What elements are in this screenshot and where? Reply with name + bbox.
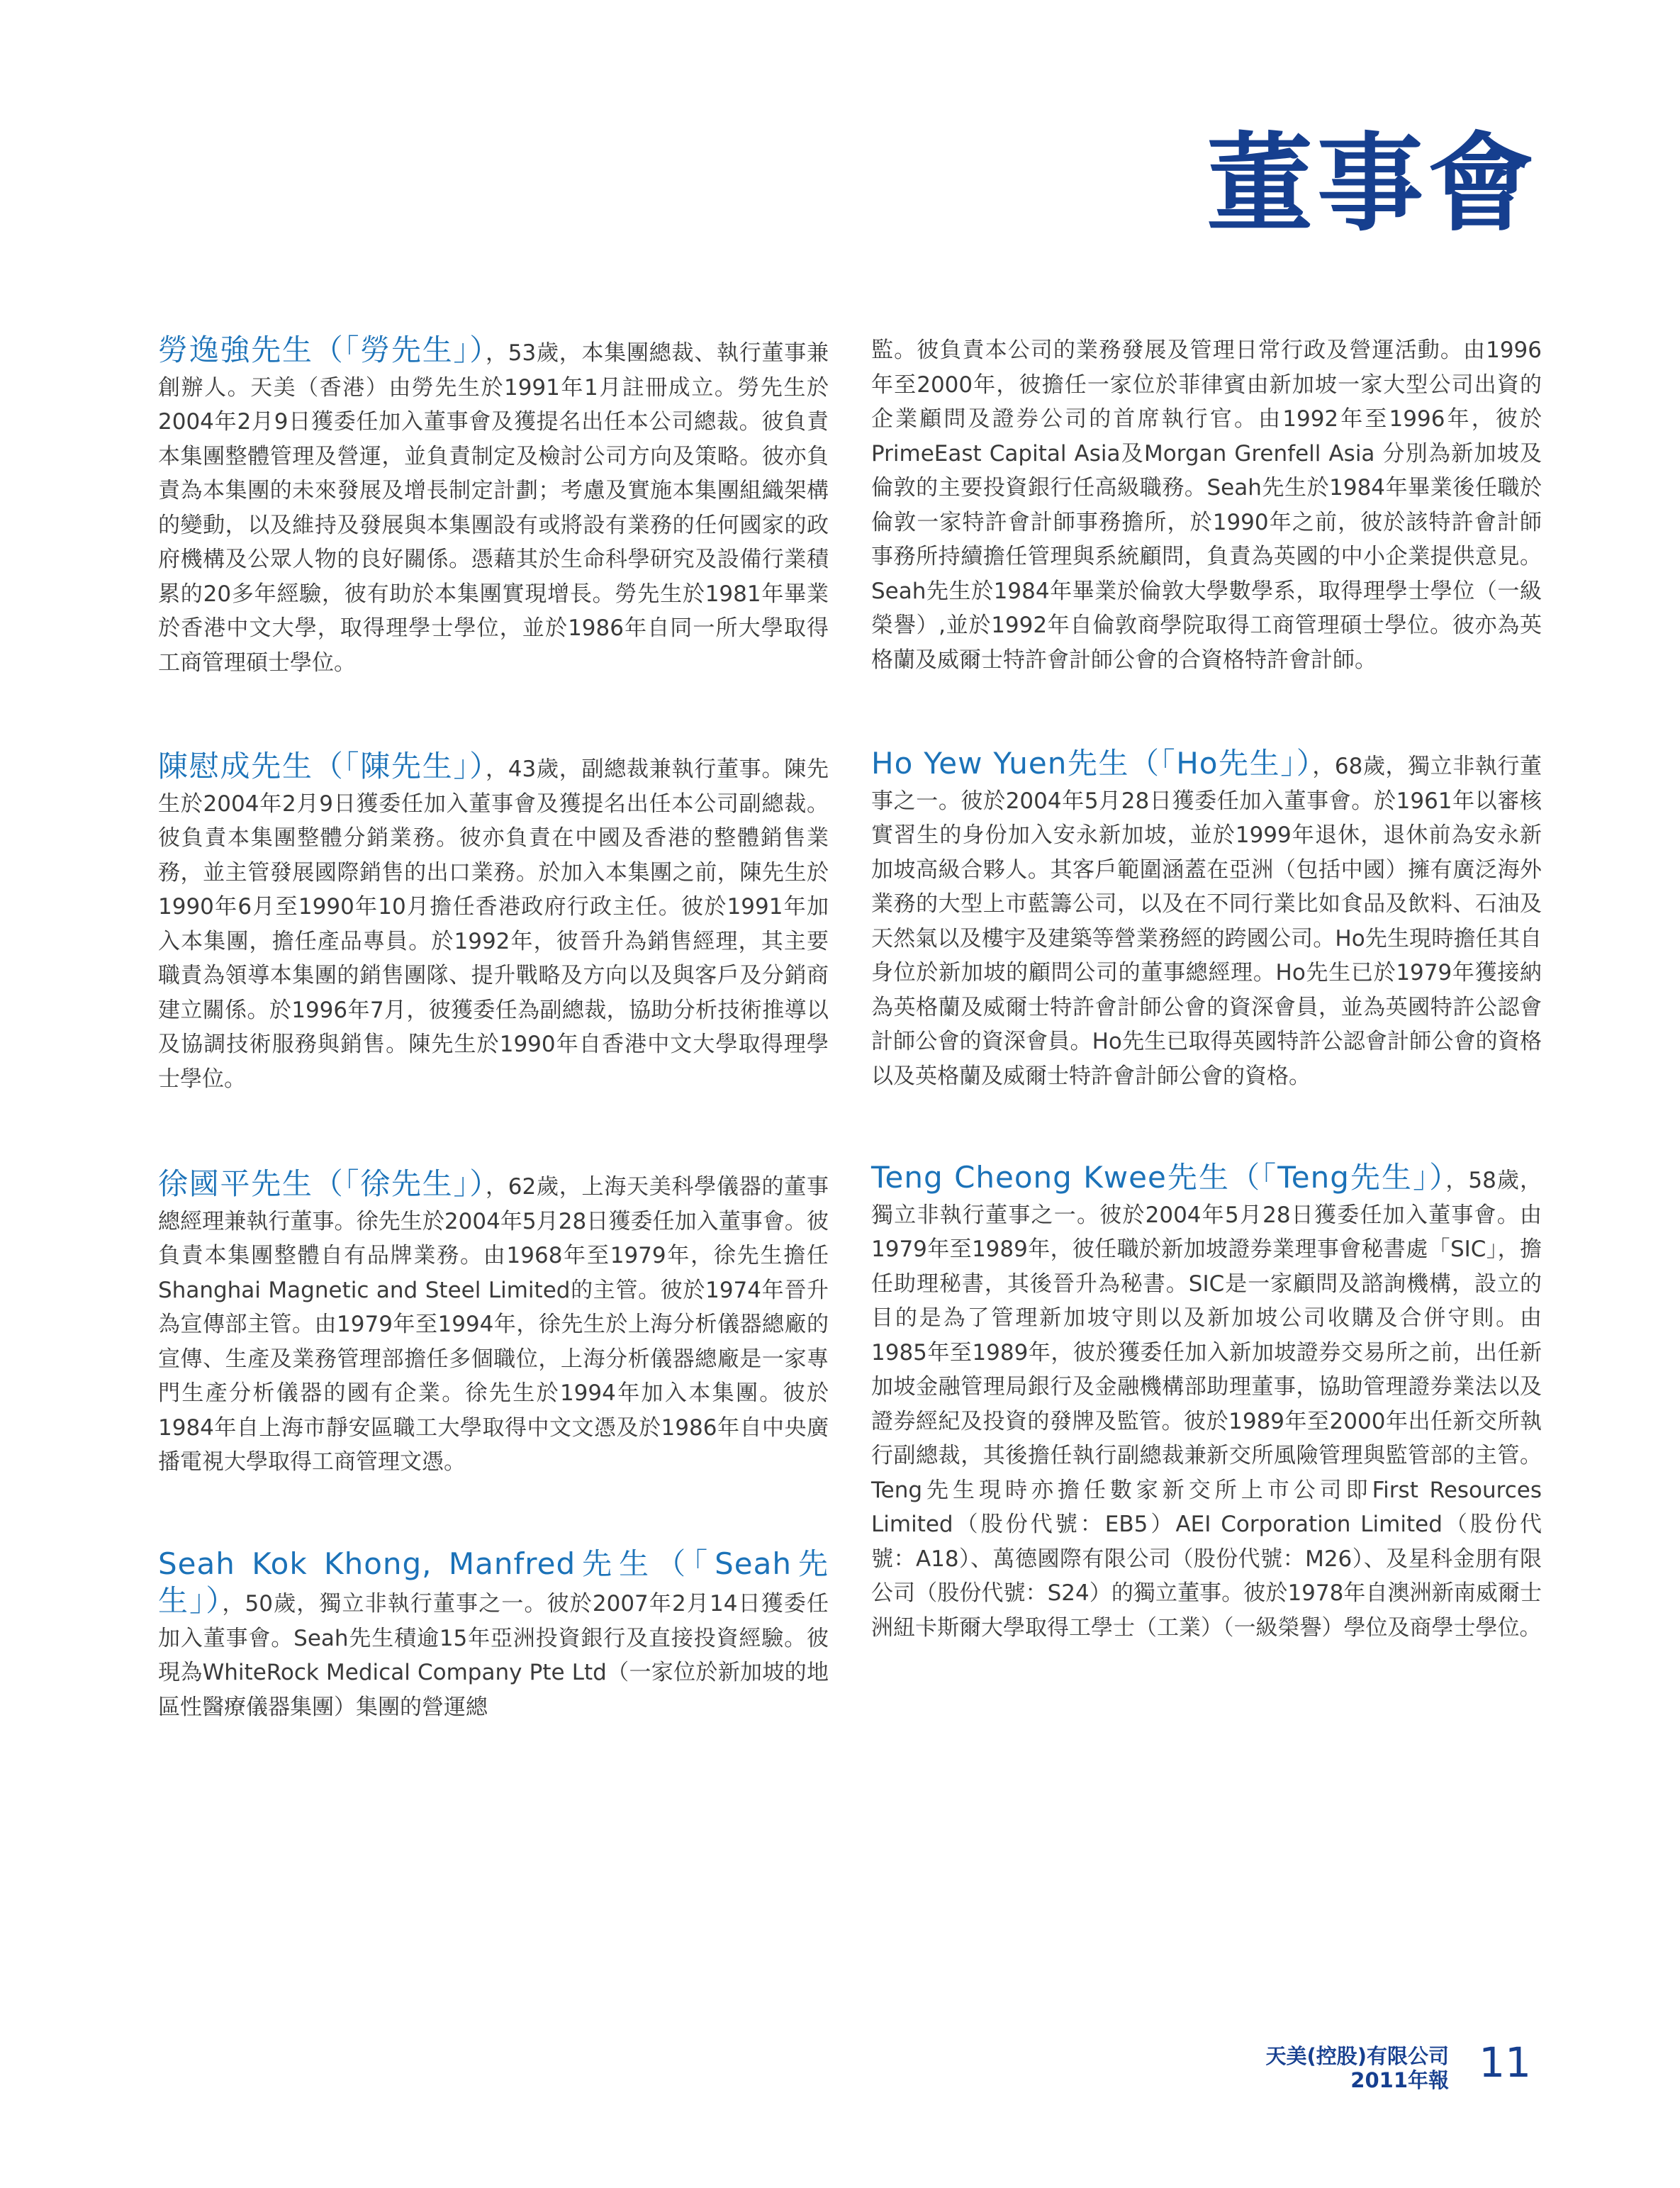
director-bio-chan [158,749,829,1096]
director-name: Ho Yew Yuen先生（「Ho先生」） [871,746,1313,781]
director-name: 陳慰成先生（「陳先生」） [158,749,486,783]
director-description: ，43歲，副總裁兼執行董事。陳先生於2004年2月9日獲委任加入董事會及獲提名出任本公司副總裁。彼負責本集團整體分銷業務。彼亦負責在中國及香港的整體銷售業務，並主管發展國際銷售的出口業務。於加入本集團之前，陳先生於1990年6月至1990年10月擔任香港政府行政主任。彼於1991年加入本集團，擔任產品專員。於1992年，彼晉升為銷售經理，其主要職責為領導本集團的銷售團隊、提升戰略及方向以及與客戶及分銷商建立關係。於1996年7月，彼獲委任為副總裁，協助分析技術推導以及協調技術服務與銷售。陳先生於1990年自香港中文大學取得理學士學位。 [158,757,829,1092]
director-name: Teng Cheong Kwee先生（「Teng先生」） [871,1160,1446,1195]
director-bio-seah-continued [871,333,1542,677]
director-description: ，58歲，獨立非執行董事之一。彼於2004年5月28日獲委任加入董事會。由1979年至1989年，彼任職於新加坡證券業理事會秘書處「SIC」，擔任助理秘書，其後晉升為秘書。SIC是一家顧問及諮詢機構，設立的目的是為了管理新加坡守則以及新加坡公司收購及合併守則。由1985年至1989年，彼於獲委任加入新加坡證券交易所之前，出任新加坡金融管理局銀行及金融機構部助理董事，協助管理證券業法以及證券經紀及投資的發牌及監管。彼於1989年至2000年出任新交所執行副總裁，其後擔任執行副總裁兼新交所風險管理與監管部的主管。Teng先生現時亦擔任數家新交所上市公司即First Resources Limited（股份代號：EB5）AEI Corporation Limited（股份代號：A18）、萬德國際有限公司（股份代號：M26）、及星科金朋有限公司（股份代號：S24）的獨立董事。彼於1978年自澳洲新南威爾士洲紐卡斯爾大學取得工學士（工業）（一級榮譽）學位及商學士學位。 [871,1168,1542,1641]
page-number: 11 [1479,2038,1531,2087]
director-description: ，62歲，上海天美科學儀器的董事總經理兼執行董事。徐先生於2004年5月28日獲委任加入董事會。彼負責本集團整體自有品牌業務。由1968年至1979年，徐先生擔任Shanghai Magnetic and Steel Limited的主管。彼於1974年晉升為宣傳部主管。由1979年至1994年，徐先生於上海分析儀器總廠的宣傳、生產及業務管理部擔任多個職位，上海分析儀器總廠是一家專門生產分析儀器的國有企業。徐先生於1994年加入本集團。彼於1984年自上海市靜安區職工大學取得中文文憑及於1986年自中央廣播電視大學取得工商管理文憑。 [158,1174,829,1475]
footer-company-name: 天美(控股)有限公司 [1265,2044,1449,2068]
left-column [158,333,829,1724]
director-bio-seah [158,1547,829,1725]
director-name: Seah Kok Khong, Manfred先生（「Seah先生」） [158,1546,829,1618]
director-bio-lau [158,333,829,680]
page-footer [1205,2038,1531,2097]
director-name: 徐國平先生（「徐先生」） [158,1166,486,1201]
director-description: ，53歲，本集團總裁、執行董事兼創辦人。天美（香港）由勞先生於1991年1月註冊成立。勞先生於2004年2月9日獲委任加入董事會及獲提名出任本公司總裁。彼負責本集團整體管理及營運，並負責制定及檢討公司方向及策略。彼亦負責為本集團的未來發展及增長制定計劃；考慮及實施本集團組織架構的變動，以及維持及發展與本集團設有或將設有業務的任何國家的政府機構及公眾人物的良好關係。憑藉其於生命科學研究及設備行業積累的20多年經驗，彼有助於本集團實現增長。勞先生於1981年畢業於香港中文大學，取得理學士學位，並於1986年自同一所大學取得工商管理碩士學位。 [158,340,829,676]
director-bio-xu [158,1167,829,1480]
right-column [871,333,1542,1645]
footer-report-title: 2011年報 [1350,2068,1449,2092]
page-title: 董事會 [1206,123,1538,246]
director-description: 監。彼負責本公司的業務發展及管理日常行政及營運活動。由1996年至2000年，彼擔任一家位於菲律賓由新加坡一家大型公司出資的企業顧問及證券公司的首席執行官。由1992年至1996年，彼於PrimeEast Capital Asia及Morgan Grenfell Asia 分別為新加坡及倫敦的主要投資銀行任高級職務。Seah先生於1984年畢業後任職於倫敦一家特許會計師事務擔所，於1990年之前，彼於該特許會計師事務所持續擔任管理與系統顧問，負責為英國的中小企業提供意見。Seah先生於1984年畢業於倫敦大學數學系，取得理學士學位（一級榮譽）,並於1992年自倫敦商學院取得工商管理碩士學位。彼亦為英格蘭及威爾士特許會計師公會的合資格特許會計師。 [871,337,1542,673]
director-bio-teng [871,1161,1542,1645]
director-bio-ho [871,747,1542,1093]
director-description: ，68歲，獨立非執行董事之一。彼於2004年5月28日獲委任加入董事會。於1961年以審核實習生的身份加入安永新加坡，並於1999年退休，退休前為安永新加坡高級合夥人。其客戶範圍涵蓋在亞洲（包括中國）擁有廣泛海外業務的大型上市藍籌公司，以及在不同行業比如食品及飲料、石油及天然氣以及樓宇及建築等營業務經的跨國公司。Ho先生現時擔任其自身位於新加坡的顧問公司的董事總經理。Ho先生已於1979年獲接納為英格蘭及威爾士特許會計師公會的資深會員，並為英國特許公認會計師公會的資深會員。Ho先生已取得英國特許公認會計師公會的資格以及英格蘭及威爾士特許會計師公會的資格。 [871,754,1542,1089]
director-description: ，50歲，獨立非執行董事之一。彼於2007年2月14日獲委任加入董事會。Seah先生積逾15年亞洲投資銀行及直接投資經驗。彼現為WhiteRock Medical Company Pte Ltd（一家位於新加坡的地區性醫療儀器集團）集團的營運總 [158,1591,829,1720]
director-name: 勞逸強先生（「勞先生」） [158,333,486,367]
